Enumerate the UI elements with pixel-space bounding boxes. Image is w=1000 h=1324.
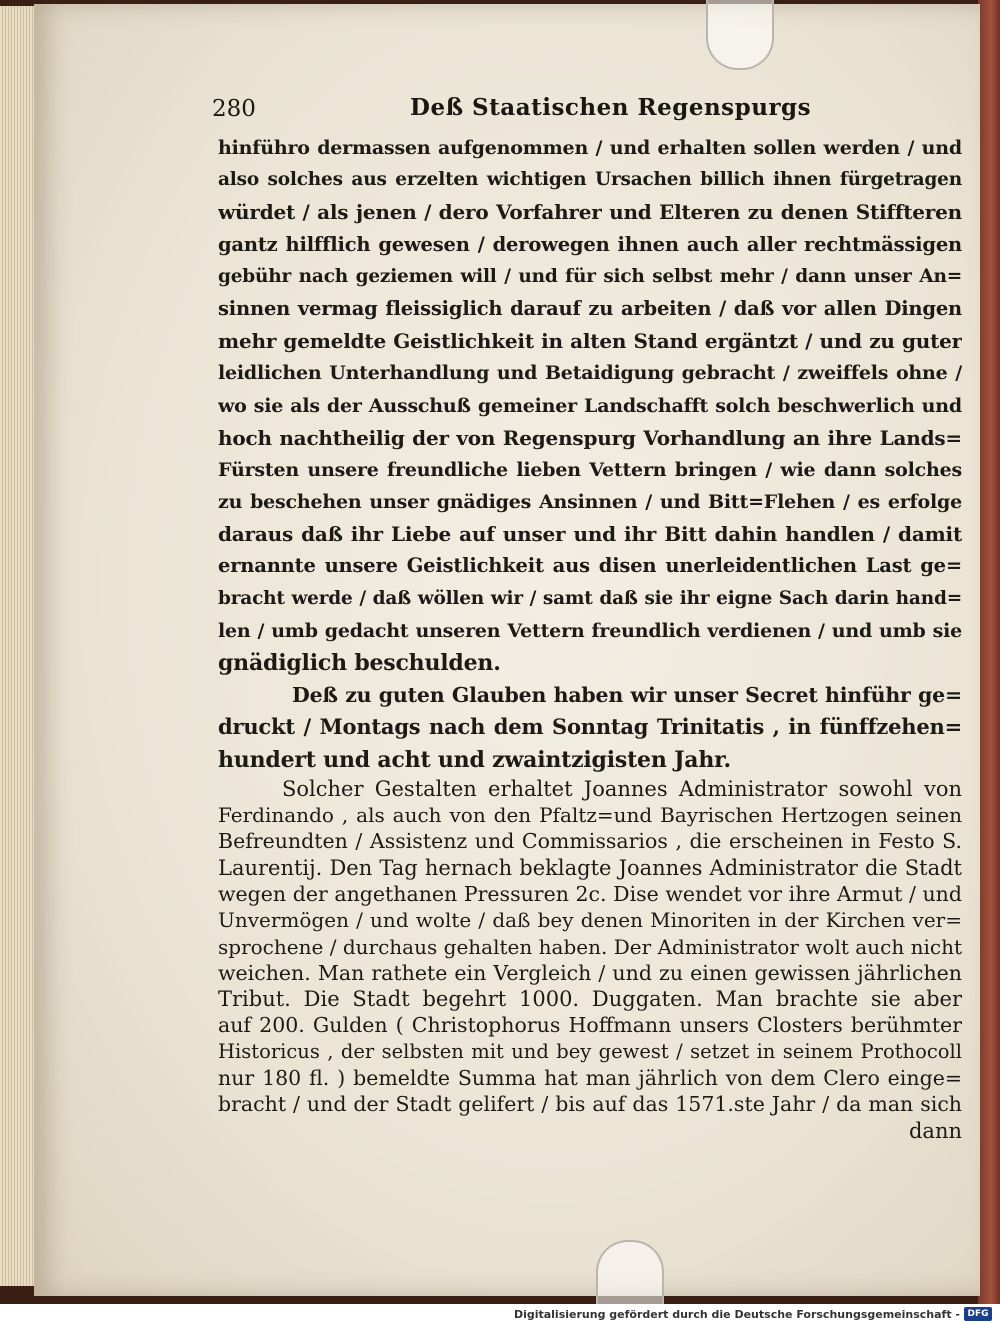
main-text [218,132,962,1144]
text-line: hinführo dermassen aufgenommen / und erhalten sollen werden / und [218,137,962,159]
text-line: Tribut. Die Stadt begehrt 1000. Duggaten. Man brachte sie aber [218,987,962,1012]
text-line: bracht / und der Stadt gelifert / bis auf das 1571.ste Jahr / da man sich [218,1092,962,1117]
text-line: leidlichen Unterhandlung und Betaidigung gebracht / zweiffels ohne / [218,362,962,385]
text-line: bracht werde / daß wöllen wir / samt daß sie ihr eigne Sach darin hand= [218,587,962,609]
page-clip-top [706,0,774,70]
text-line: zu beschehen unser gnädiges Ansinnen / und Bitt=Flehen / es erfolge [218,491,962,514]
text-line: Laurentij. Den Tag hernach beklagte Joannes Administrator die Stadt [218,855,962,880]
dfg-logo-icon: DFG [964,1307,992,1321]
text-line: auf 200. Gulden ( Christophorus Hoffmann unsers Closters berühmter [218,1013,962,1038]
book-cover-edge [978,0,1000,1304]
text-line: sinnen vermag fleissiglich darauf zu arbeiten / daß vor allen Dingen [218,296,962,320]
text-line: mehr gemeldte Geistlichkeit in alten Stand ergäntzt / und zu guter [218,329,962,354]
text-line: hundert und acht und zwaintzigisten Jahr. [218,746,731,773]
text-line: Befreundten / Assistenz und Commissarios , die erscheinen in Festo S. [218,829,962,854]
text-line: ernannte unsere Geistlichkeit aus disen unerleidentlichen Last ge= [218,554,962,578]
digitization-footer [0,1304,1000,1324]
text-line: sprochene / durchaus gehalten haben. Der Administrator wolt auch nicht [218,934,962,959]
running-head [212,92,962,128]
text-line: druckt / Montags nach dem Sonntag Trinitatis , in fünffzehen= [218,714,962,740]
running-head-title: Deß Staatischen Regenspurgs [410,94,812,121]
text-line: Solcher Gestalten erhaltet Joannes Administrator sowohl von [282,776,962,801]
funding-credit: Digitalisierung gefördert durch die Deutsche Forschungsgemeinschaft - [513,1308,960,1321]
narrative-paragraph [218,776,962,1144]
page-clip-bottom [596,1240,664,1304]
text-line: gnädiglich beschulden. [218,650,501,676]
text-line: Deß zu guten Glauben haben wir unser Secret hinführ ge= [292,683,962,708]
text-line: also solches aus erzelten wichtigen Ursachen billich ihnen fürgetragen [218,169,962,191]
text-line: nur 180 fl. ) bemeldte Summa hat man jährlich von dem Clero einge= [218,1066,962,1091]
text-line: daraus daß ihr Liebe auf unser und ihr Bitt dahin handlen / damit [218,522,962,547]
text-line: gantz hilfflich gewesen / derowegen ihnen auch aller rechtmässigen [218,232,962,256]
text-line: Ferdinando , als auch von den Pfaltz=und Bayrischen Hertzogen seinen [218,803,962,828]
text-line: gebühr nach geziemen will / und für sich selbst mehr / dann unser An= [218,265,962,287]
text-line: hoch nachtheilig der von Regenspurg Vorhandlung an ihre Lands= [218,425,962,450]
sealing-clause [218,679,962,776]
text-line: wo sie als der Ausschuß gemeiner Landschafft solch beschwerlich und [218,394,962,417]
text-line: weichen. Man rathete ein Vergleich / und zu einen gewissen jährlichen [218,960,962,985]
letter-text-block [218,132,962,679]
text-line: würdet / als jenen / dero Vorfahrer und Elteren zu denen Stiffteren [218,200,962,225]
text-line: len / umb gedacht unseren Vettern freundlich verdienen / und umb sie [218,619,962,642]
text-line: Historicus , der selbsten mit und bey gewest / setzet in seinem Prothocoll [218,1039,962,1063]
catchword: dann [908,1118,962,1143]
text-line: Fürsten unsere freundliche lieben Vettern bringen / wie dann solches [218,458,962,481]
text-line: wegen der angethanen Pressuren 2c. Dise wendet vor ihre Armut / und [218,881,962,906]
page-number: 280 [212,96,256,122]
text-line: Unvermögen / und wolte / daß bey denen Minoriten in der Kirchen ver= [218,908,962,933]
